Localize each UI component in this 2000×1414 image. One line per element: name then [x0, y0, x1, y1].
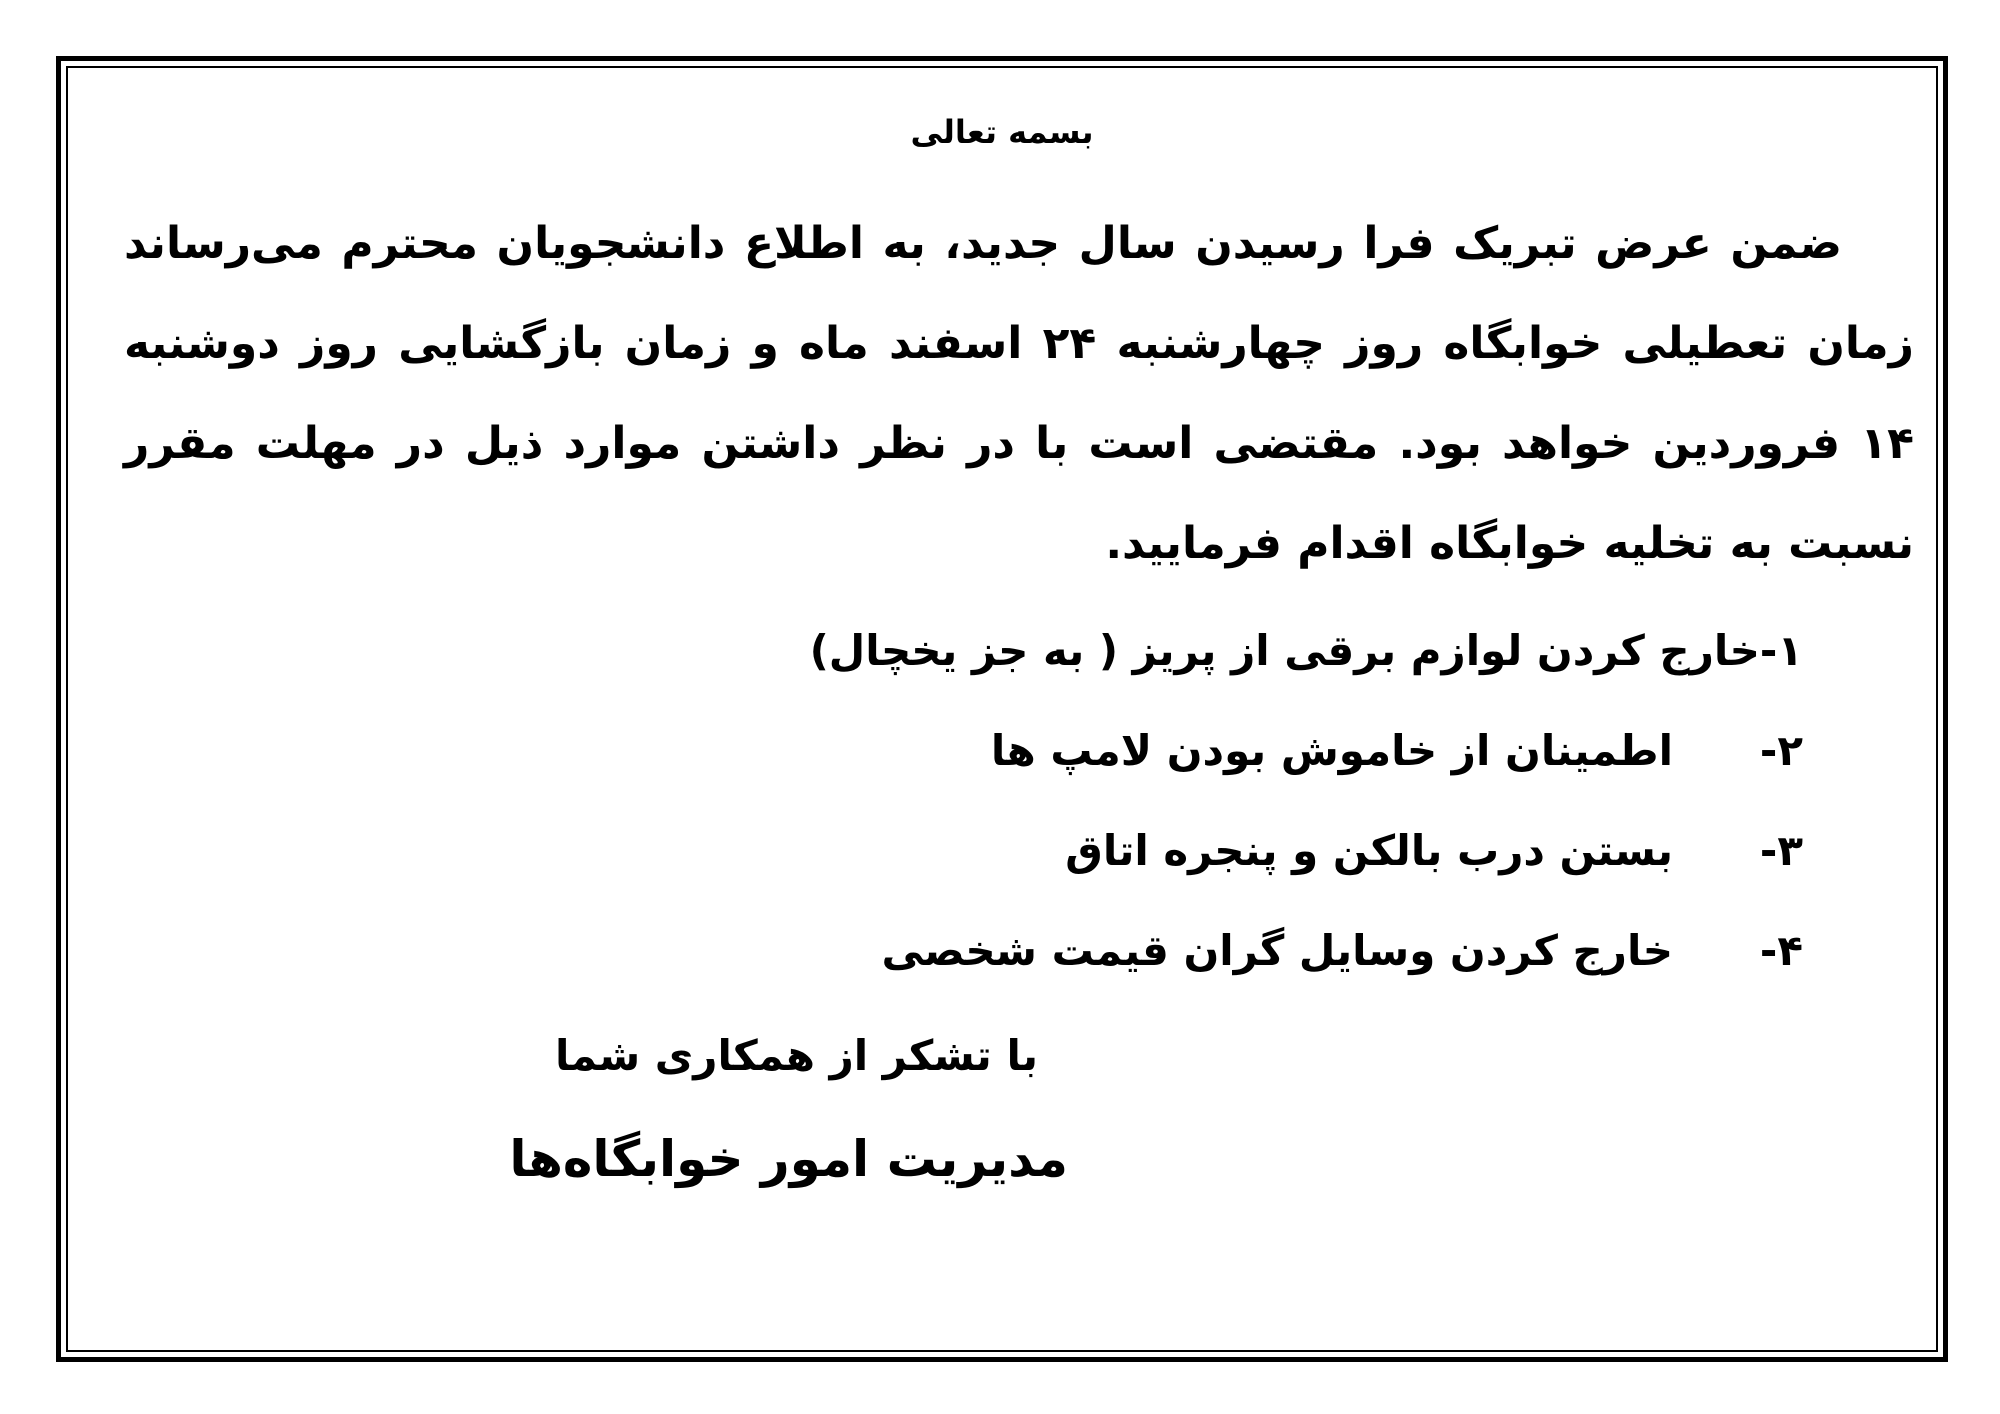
list-item — [603, 726, 1803, 826]
list-item-text: خارج کردن لوازم برقی از پریز ( به جز یخچال) — [809, 626, 1760, 675]
document-heading: بسمه تعالی — [910, 113, 1094, 151]
instruction-list — [603, 626, 1803, 1026]
list-item-text: خارج کردن وسایل گران قیمت شخصی — [881, 926, 1673, 975]
list-item-number: ۲- — [1759, 726, 1803, 775]
intro-paragraph: ضمن عرض تبریک فرا رسیدن سال جدید، به اطلاع دانشجویان محترم می‌رساند زمان تعطیلی خوابگاه روز چهارشنبه ۲۴ اسفند ماه و زمان بازگشایی روز دوشنبه ۱۴ فروردین خواهد بود. مقتضی است با در نظر داشتن موارد ذیل در مهلت مقرر نسبت به تخلیه خوابگاه اقدام فرمایید. — [124, 218, 1915, 569]
list-item-text: بستن درب بالکن و پنجره اتاق — [1065, 826, 1673, 875]
notice-document — [66, 66, 1938, 1352]
list-item-number: ۱- — [1759, 626, 1803, 675]
list-item-text: اطمینان از خاموش بودن لامپ ها — [990, 726, 1673, 775]
list-item — [603, 826, 1803, 926]
closing-thanks: با تشکر از همکاری شما — [554, 1031, 1038, 1080]
list-item — [603, 626, 1803, 726]
list-item-number: ۳- — [1759, 826, 1803, 875]
list-item — [603, 926, 1803, 1026]
signature-office: مدیریت امور خوابگاه‌ها — [509, 1130, 1068, 1188]
list-item-number: ۴- — [1759, 926, 1803, 975]
